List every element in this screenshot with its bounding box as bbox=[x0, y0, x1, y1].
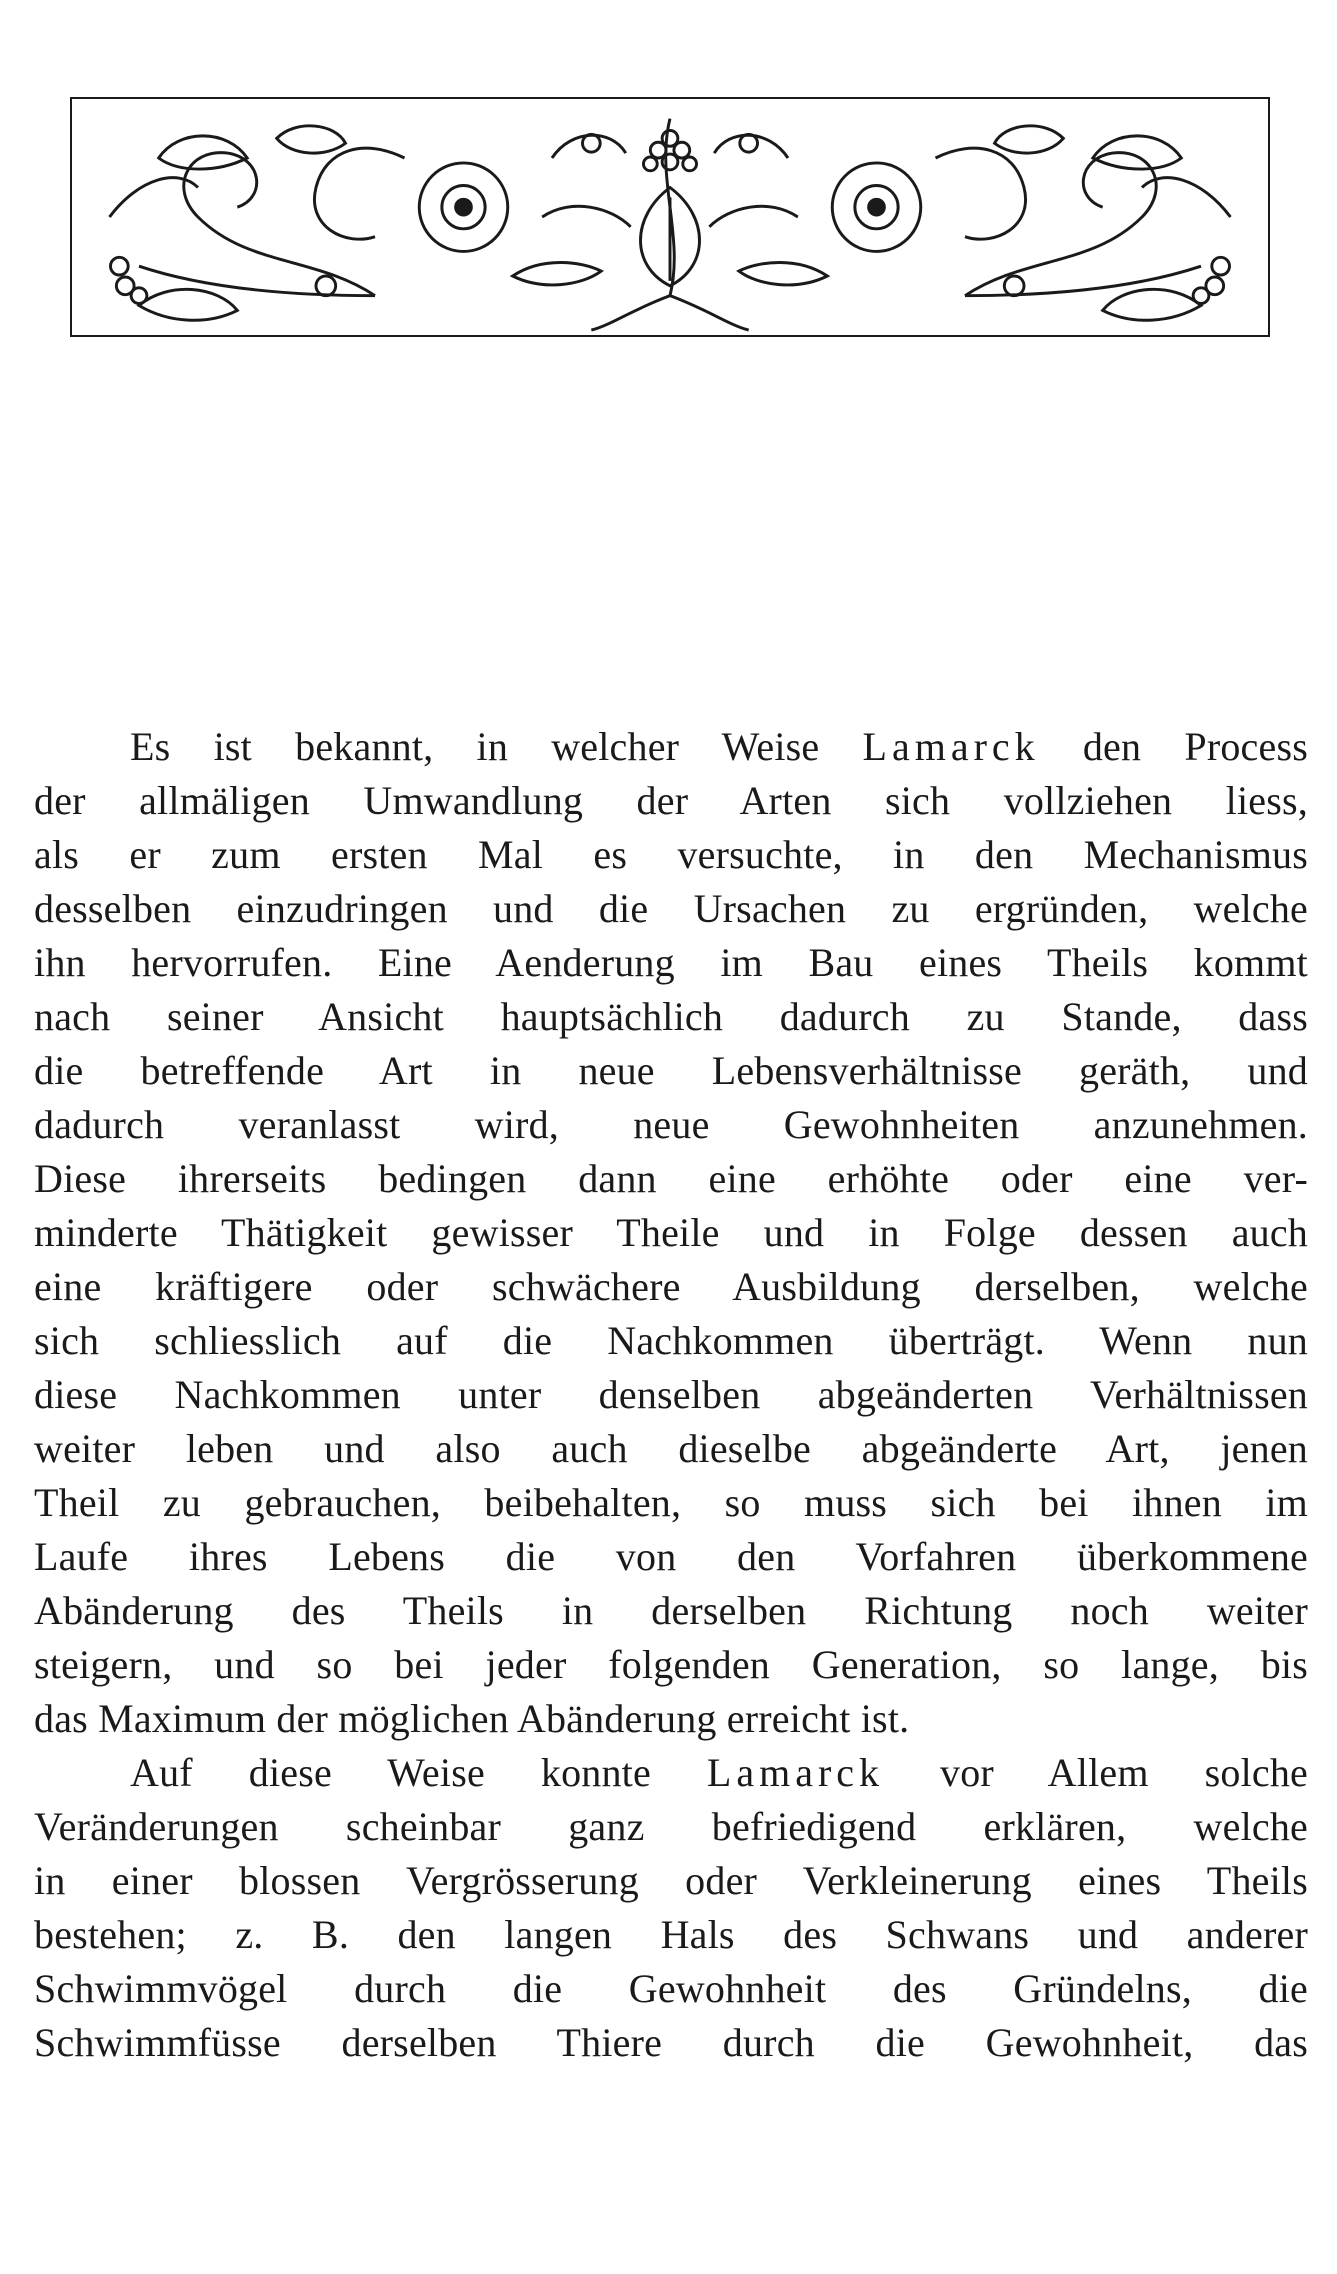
text-line: der allmäligen Umwandlung der Arten sich vollziehen liess, bbox=[34, 778, 1308, 823]
text-line: Es ist bekannt, in welcher Weise Lamarck den Process bbox=[130, 724, 1308, 769]
text-line: Schwimmvögel durch die Gewohnheit des Gründelns, die bbox=[34, 1966, 1308, 2011]
text-line: Veränderungen scheinbar ganz befriedigend erklären, welche bbox=[34, 1804, 1308, 1849]
floral-headpiece-ornament bbox=[70, 97, 1270, 337]
text-line: eine kräftigere oder schwächere Ausbildung derselben, welche bbox=[34, 1264, 1308, 1309]
text-line: die betreffende Art in neue Lebensverhältnisse geräth, und bbox=[34, 1048, 1308, 1093]
text-line: Theil zu gebrauchen, beibehalten, so muss sich bei ihnen im bbox=[34, 1480, 1308, 1525]
text-line: weiter leben und also auch dieselbe abgeänderte Art, jenen bbox=[34, 1426, 1308, 1471]
text-line: minderte Thätigkeit gewisser Theile und in Folge dessen auch bbox=[34, 1210, 1308, 1255]
text-line: sich schliesslich auf die Nachkommen überträgt. Wenn nun bbox=[34, 1318, 1308, 1363]
author-name-lamarck: Lamarck bbox=[862, 724, 1040, 769]
text-line: Laufe ihres Lebens die von den Vorfahren überkommene bbox=[34, 1534, 1308, 1579]
text-line: ihn hervorrufen. Eine Aenderung im Bau eines Theils kommt bbox=[34, 940, 1308, 985]
text-line: desselben einzudringen und die Ursachen zu ergründen, welche bbox=[34, 886, 1308, 931]
text-line: in einer blossen Vergrösserung oder Verkleinerung eines Theils bbox=[34, 1858, 1308, 1903]
text-line: Abänderung des Theils in derselben Richtung noch weiter bbox=[34, 1588, 1308, 1633]
text-line: steigern, und so bei jeder folgenden Generation, so lange, bis bbox=[34, 1642, 1308, 1687]
text-line: dadurch veranlasst wird, neue Gewohnheiten anzunehmen. bbox=[34, 1102, 1308, 1147]
text-line: Auf diese Weise konnte Lamarck vor Allem solche bbox=[130, 1750, 1308, 1795]
text-line: Diese ihrerseits bedingen dann eine erhöhte oder eine ver- bbox=[34, 1156, 1308, 1201]
text-line: das Maximum der möglichen Abänderung erreicht ist. bbox=[34, 1696, 910, 1741]
text-line: als er zum ersten Mal es versuchte, in den Mechanismus bbox=[34, 832, 1308, 877]
text-line: nach seiner Ansicht hauptsächlich dadurch zu Stande, dass bbox=[34, 994, 1308, 1039]
text-line: bestehen; z. B. den langen Hals des Schwans und anderer bbox=[34, 1912, 1308, 1957]
author-name-lamarck: Lamarck bbox=[706, 1750, 885, 1795]
floral-headpiece-icon bbox=[72, 99, 1268, 335]
paragraph bbox=[34, 720, 1308, 1746]
text-line: Schwimmfüsse derselben Thiere durch die Gewohnheit, das bbox=[34, 2020, 1308, 2065]
paragraph bbox=[34, 1746, 1308, 2070]
text-line: diese Nachkommen unter denselben abgeänderten Verhältnissen bbox=[34, 1372, 1308, 1417]
body-text bbox=[34, 720, 1308, 2070]
